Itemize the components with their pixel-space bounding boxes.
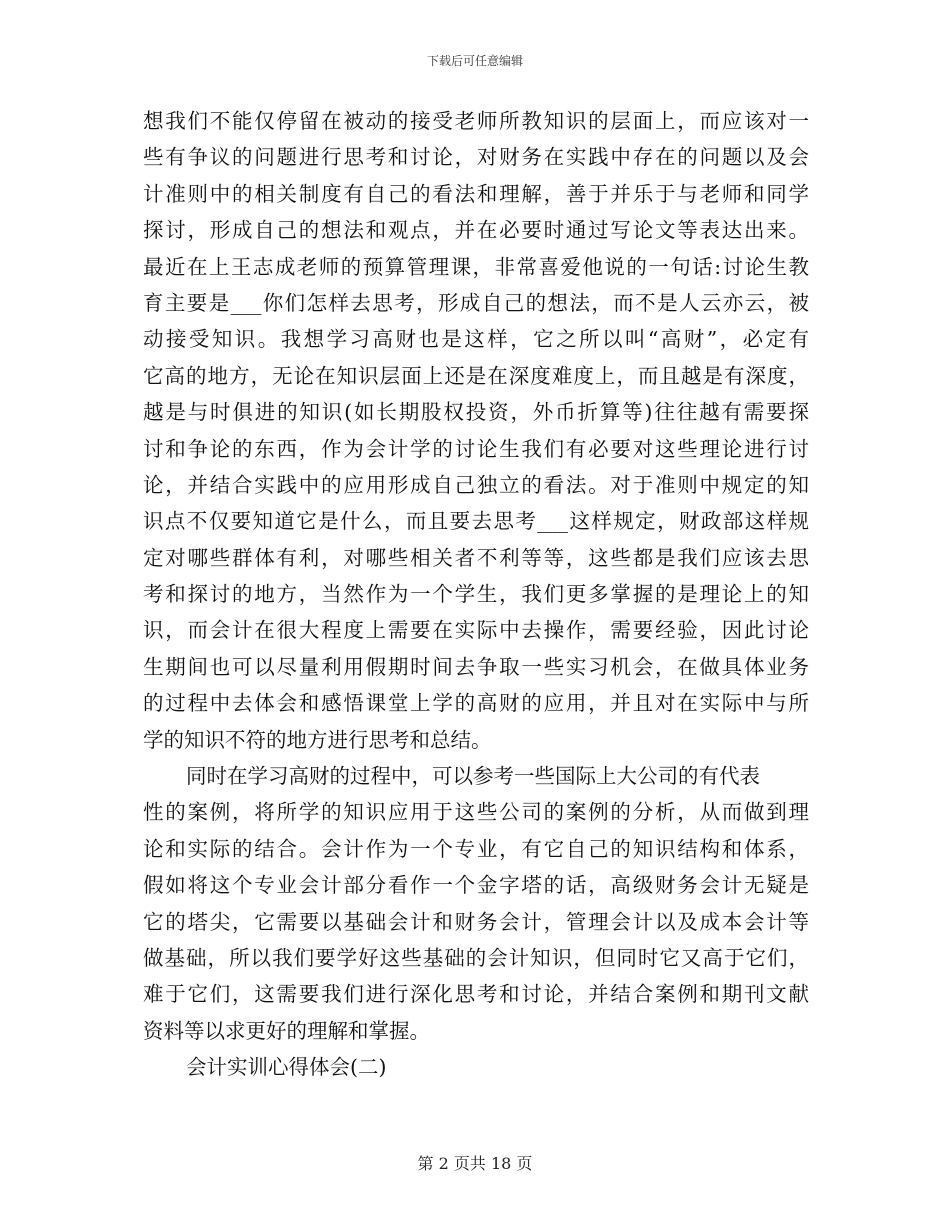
text-line: 学的知识不符的地方进行思考和总结。 (143, 727, 492, 752)
page-number: 第 2 页共 18 页 (417, 1154, 533, 1173)
text-line: 会计实训心得体会(二) (186, 1055, 387, 1080)
text-line: 育主要是___你们怎样去思考，形成自己的想法，而不是人云亦云，被 (143, 290, 809, 315)
text-line: 越是与时俱进的知识(如长期股权投资，外币折算等)往往越有需要探 (143, 400, 809, 425)
text-line: 最近在上王志成老师的预算管理课，非常喜爱他说的一句话:讨论生教 (143, 254, 809, 279)
text-line: 些有争议的问题进行思考和讨论，对财务在实践中存在的问题以及会 (143, 145, 809, 170)
download-note: 下载后可任意编辑 (426, 54, 523, 68)
text-line: 计准则中的相关制度有自己的看法和理解，善于并乐于与老师和同学 (143, 181, 809, 206)
text-line: 同时在学习高财的过程中，可以参考一些国际上大公司的有代表 (186, 764, 760, 789)
text-line: 资料等以求更好的理解和掌握。 (143, 1018, 430, 1043)
text-line: 论和实际的结合。会计作为一个专业，有它自己的知识结构和体系， (143, 836, 809, 861)
text-line: 假如将这个专业会计部分看作一个金字塔的话，高级财务会计无疑是 (143, 873, 809, 898)
body-text (143, 103, 809, 1086)
text-line: 动接受知识。我想学习高财也是这样，它之所以叫“高财”，必定有 (143, 327, 809, 352)
text-line: 探讨，形成自己的想法和观点，并在必要时通过写论文等表达出来。 (143, 218, 809, 243)
text-line: 想我们不能仅停留在被动的接受老师所教知识的层面上，而应该对一 (143, 109, 809, 133)
text-line: 它高的地方，无论在知识层面上还是在深度难度上，而且越是有深度， (143, 363, 809, 388)
text-line: 识点不仅要知道它是什么，而且要去思考___这样规定，财政部这样规 (143, 509, 809, 534)
text-line: 的过程中去体会和感悟课堂上学的高财的应用，并且对在实际中与所 (143, 691, 809, 716)
text-line: 生期间也可以尽量利用假期时间去争取一些实习机会，在做具体业务 (143, 654, 809, 679)
section-heading (143, 1049, 809, 1085)
text-line: 识，而会计在很大程度上需要在实际中去操作，需要经验，因此讨论 (143, 618, 809, 643)
text-line: 性的案例，将所学的知识应用于这些公司的案例的分析，从而做到理 (143, 800, 809, 825)
text-line: 讨和争论的东西，作为会计学的讨论生我们有必要对这些理论进行讨 (143, 436, 809, 461)
page-footer (0, 1154, 950, 1174)
paragraph (143, 103, 809, 758)
text-line: 它的塔尖，它需要以基础会计和财务会计，管理会计以及成本会计等 (143, 909, 809, 934)
text-line: 论，并结合实践中的应用形成自己独立的看法。对于准则中规定的知 (143, 472, 809, 497)
text-line: 做基础，所以我们要学好这些基础的会计知识，但同时它又高于它们， (143, 945, 809, 970)
page-header (0, 54, 950, 68)
paragraph (143, 758, 809, 1049)
text-line: 定对哪些群体有利，对哪些相关者不利等等，这些都是我们应该去思 (143, 545, 809, 570)
text-line: 考和探讨的地方，当然作为一个学生，我们更多掌握的是理论上的知 (143, 582, 809, 607)
text-line: 难于它们，这需要我们进行深化思考和讨论，并结合案例和期刊文献 (143, 982, 809, 1007)
